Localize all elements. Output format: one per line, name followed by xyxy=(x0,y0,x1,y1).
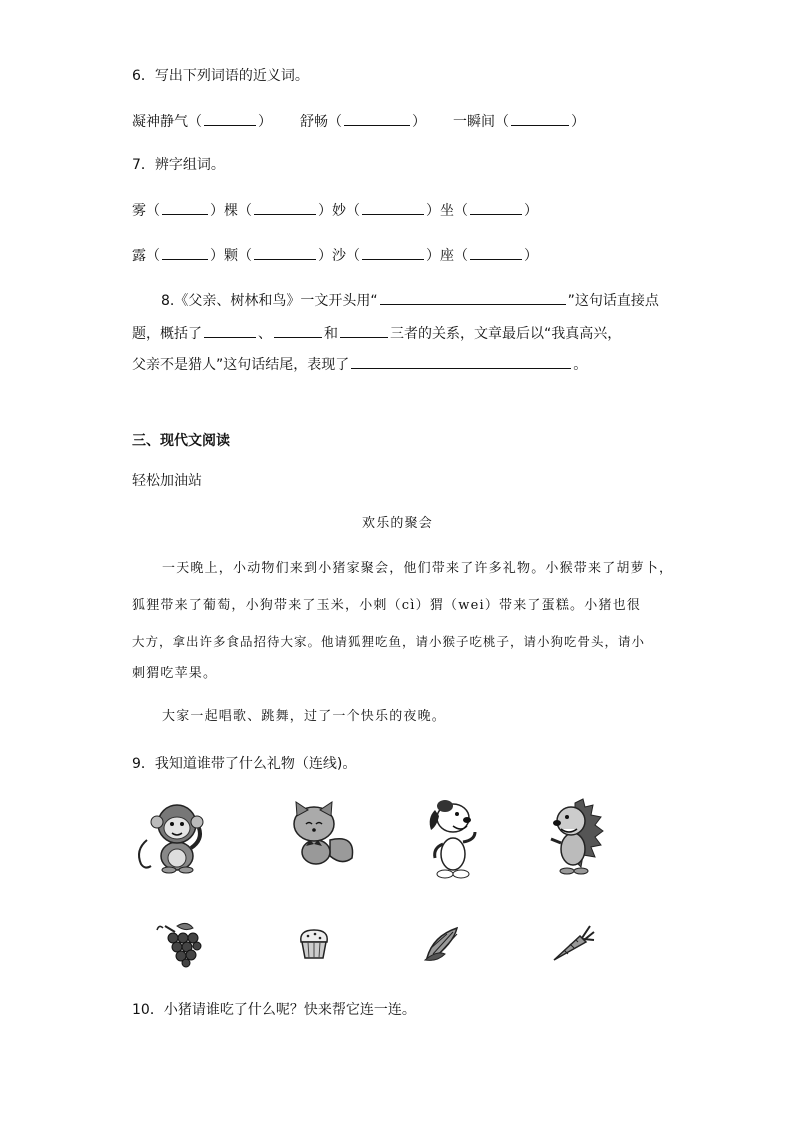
cake-picture[interactable] xyxy=(297,928,331,960)
q10-title: 10．小猪请谁吃了什么呢？快来帮它连一连。 xyxy=(132,1002,416,1018)
story-line-3: 大方，拿出许多食品招待大家。他请狐狸吃鱼，请小猴子吃桃子，请小狗吃骨头，请小 xyxy=(132,634,646,649)
section-sub: 轻松加油站 xyxy=(132,473,202,489)
q6-close-3: ） xyxy=(571,114,585,130)
q9-title: 9．我知道谁带了什么礼物（连线)。 xyxy=(132,756,357,772)
dog-picture[interactable] xyxy=(423,796,483,880)
q8-text: 8.《父亲、树林和鸟》一文开头用“ xyxy=(161,293,378,309)
q8-line-3 xyxy=(132,355,587,374)
q6-title: 6．写出下列词语的近义词。 xyxy=(132,68,309,84)
q7-r2-seg: ）颗（ xyxy=(210,248,252,264)
story-title: 欢乐的聚会 xyxy=(362,516,434,531)
q7-title: 7．辨字组词。 xyxy=(132,157,225,173)
monkey-picture[interactable] xyxy=(133,800,215,874)
section-heading: 三、现代文阅读 xyxy=(132,433,230,449)
q6-blank-1[interactable] xyxy=(204,112,256,126)
q8-text: 题，概括了 xyxy=(132,326,202,342)
q6-blank-2[interactable] xyxy=(344,112,410,126)
q7-blank[interactable] xyxy=(254,201,316,215)
q7-r1-seg: ）坐（ xyxy=(426,203,468,219)
story-line-2: 狐狸带来了葡萄，小狗带来了玉米，小刺（cì）猬（wei）带来了蛋糕。小猪也很 xyxy=(132,598,642,613)
q7-r2-seg: ）座（ xyxy=(426,248,468,264)
q6-close-2: ） xyxy=(412,114,426,130)
q8-text: 、 xyxy=(258,326,272,342)
q6-blank-3[interactable] xyxy=(511,112,569,126)
q8-blank-1[interactable] xyxy=(380,291,566,305)
q8-text: 和 xyxy=(324,326,338,342)
q6-word-2: 舒畅（ xyxy=(300,114,342,130)
q7-row-2 xyxy=(132,246,538,265)
q8-line-2 xyxy=(132,324,621,343)
q7-blank[interactable] xyxy=(470,201,522,215)
q8-blank-2[interactable] xyxy=(204,324,256,338)
q8-line-1 xyxy=(161,291,659,310)
fox-picture[interactable] xyxy=(286,800,358,868)
q8-text: 父亲不是猎人”这句话结尾，表现了 xyxy=(132,357,350,373)
q7-blank[interactable] xyxy=(162,246,208,260)
q7-r2-seg: ） xyxy=(524,248,538,264)
hedgehog-picture[interactable] xyxy=(545,797,605,877)
q6-close-1: ） xyxy=(258,114,272,130)
q8-blank-4[interactable] xyxy=(340,324,388,338)
q7-blank[interactable] xyxy=(362,246,424,260)
q7-r2-seg: 露（ xyxy=(132,248,160,264)
q7-r1-seg: ）妙（ xyxy=(318,203,360,219)
q7-blank[interactable] xyxy=(254,246,316,260)
q6-word-1: 凝神静气（ xyxy=(132,114,202,130)
q8-blank-3[interactable] xyxy=(274,324,322,338)
corn-picture[interactable] xyxy=(423,924,465,962)
q8-text: 三者的关系，文章最后以“我真高兴， xyxy=(390,326,622,342)
q7-r1-seg: ） xyxy=(524,203,538,219)
q7-blank[interactable] xyxy=(162,201,208,215)
q7-blank[interactable] xyxy=(362,201,424,215)
carrot-picture[interactable] xyxy=(550,924,596,962)
grapes-picture[interactable] xyxy=(155,922,207,968)
story-para-2: 大家一起唱歌、跳舞，过了一个快乐的夜晚。 xyxy=(162,709,447,724)
q7-r1-seg: ）棵（ xyxy=(210,203,252,219)
q8-text: ”这句话直接点 xyxy=(567,293,659,309)
q7-r1-seg: 雾（ xyxy=(132,203,160,219)
story-line-4: 刺猬吃苹果。 xyxy=(132,666,218,681)
story-line-1: 一天晚上，小动物们来到小猪家聚会，他们带来了许多礼物。小猴带来了胡萝卜， xyxy=(162,561,674,576)
q6-row xyxy=(132,112,272,131)
q7-blank[interactable] xyxy=(470,246,522,260)
q6-row-3 xyxy=(453,112,585,131)
q6-word-3: 一瞬间（ xyxy=(453,114,509,130)
q6-row-2 xyxy=(300,112,426,131)
q7-row-1 xyxy=(132,201,538,220)
q7-r2-seg: ）沙（ xyxy=(318,248,360,264)
q8-text: 。 xyxy=(573,357,588,373)
q8-blank-5[interactable] xyxy=(351,355,571,369)
